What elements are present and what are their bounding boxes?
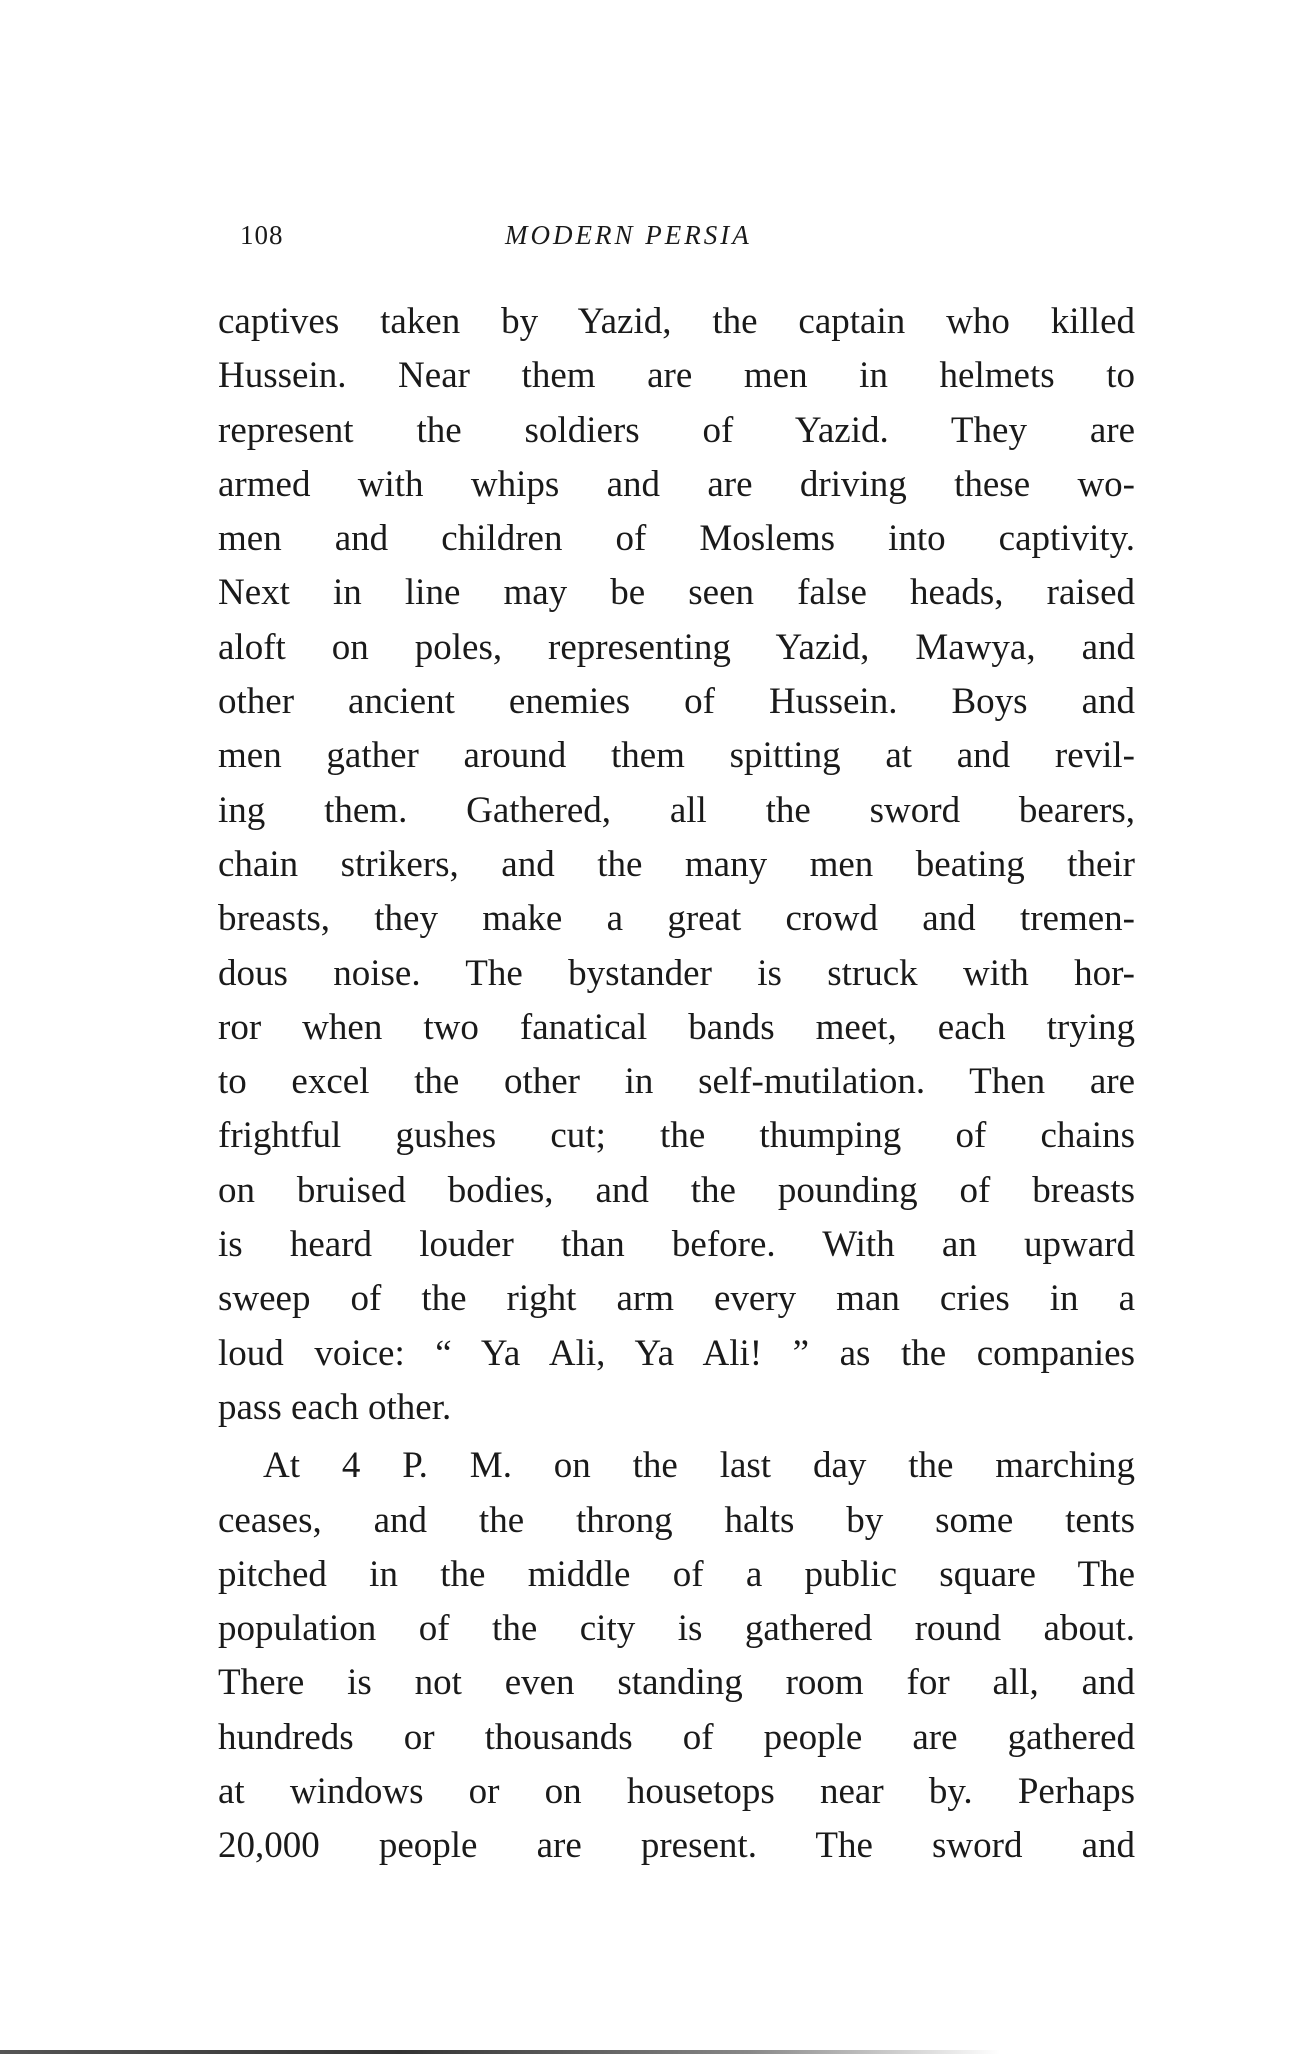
text-line: dous noise. The bystander is struck with hor- <box>218 952 1135 994</box>
paragraph-2 <box>218 1439 1135 1873</box>
page-number: 108 <box>240 220 284 250</box>
text-line: men gather around them spitting at and revil- <box>218 735 1135 777</box>
text-line: hundreds or thousands of people are gathered <box>218 1716 1135 1758</box>
text-line: At 4 P. M. on the last day the marching <box>263 1445 1135 1487</box>
text-line: chain strikers, and the many men beating their <box>218 843 1135 885</box>
text-line: pass each other. <box>218 1386 452 1428</box>
text-line: pitched in the middle of a public square The <box>218 1553 1135 1595</box>
text-line: frightful gushes cut; the thumping of chains <box>218 1115 1135 1157</box>
text-line: ceases, and the throng halts by some tents <box>218 1499 1135 1541</box>
text-line: is heard louder than before. With an upward <box>218 1224 1135 1266</box>
text-line: There is not even standing room for all, and <box>218 1662 1135 1704</box>
text-line: represent the soldiers of Yazid. They are <box>218 409 1135 451</box>
text-line: breasts, they make a great crowd and tremen- <box>218 898 1135 940</box>
text-line: aloft on poles, representing Yazid, Mawya, and <box>218 626 1135 668</box>
text-line: ror when two fanatical bands meet, each trying <box>218 1006 1135 1048</box>
text-line: to excel the other in self-mutilation. Then are <box>218 1061 1135 1103</box>
text-line: on bruised bodies, and the pounding of breasts <box>218 1169 1135 1211</box>
text-line: armed with whips and are driving these wo- <box>218 463 1135 505</box>
text-line: other ancient enemies of Hussein. Boys and <box>218 681 1135 723</box>
page-header <box>240 220 1120 260</box>
text-line: 20,000 people are present. The sword and <box>218 1825 1135 1867</box>
text-line: captives taken by Yazid, the captain who killed <box>218 301 1135 342</box>
text-line: sweep of the right arm every man cries in a <box>218 1278 1135 1320</box>
text-line: ing them. Gathered, all the sword bearers, <box>218 789 1135 831</box>
text-line: at windows or on housetops near by. Perhaps <box>218 1771 1135 1813</box>
text-line: men and children of Moslems into captivity. <box>218 518 1135 560</box>
bottom-scan-edge <box>0 2050 1000 2054</box>
text-line: loud voice: “ Ya Ali, Ya Ali! ” as the companies <box>218 1332 1135 1374</box>
text-line: population of the city is gathered round about. <box>218 1608 1135 1650</box>
paragraph-1 <box>218 295 1135 1435</box>
text-line: Hussein. Near them are men in helmets to <box>218 355 1135 397</box>
body-text <box>218 295 1135 1874</box>
text-line: Next in line may be seen false heads, raised <box>218 572 1135 614</box>
running-head: MODERN PERSIA <box>505 220 752 250</box>
